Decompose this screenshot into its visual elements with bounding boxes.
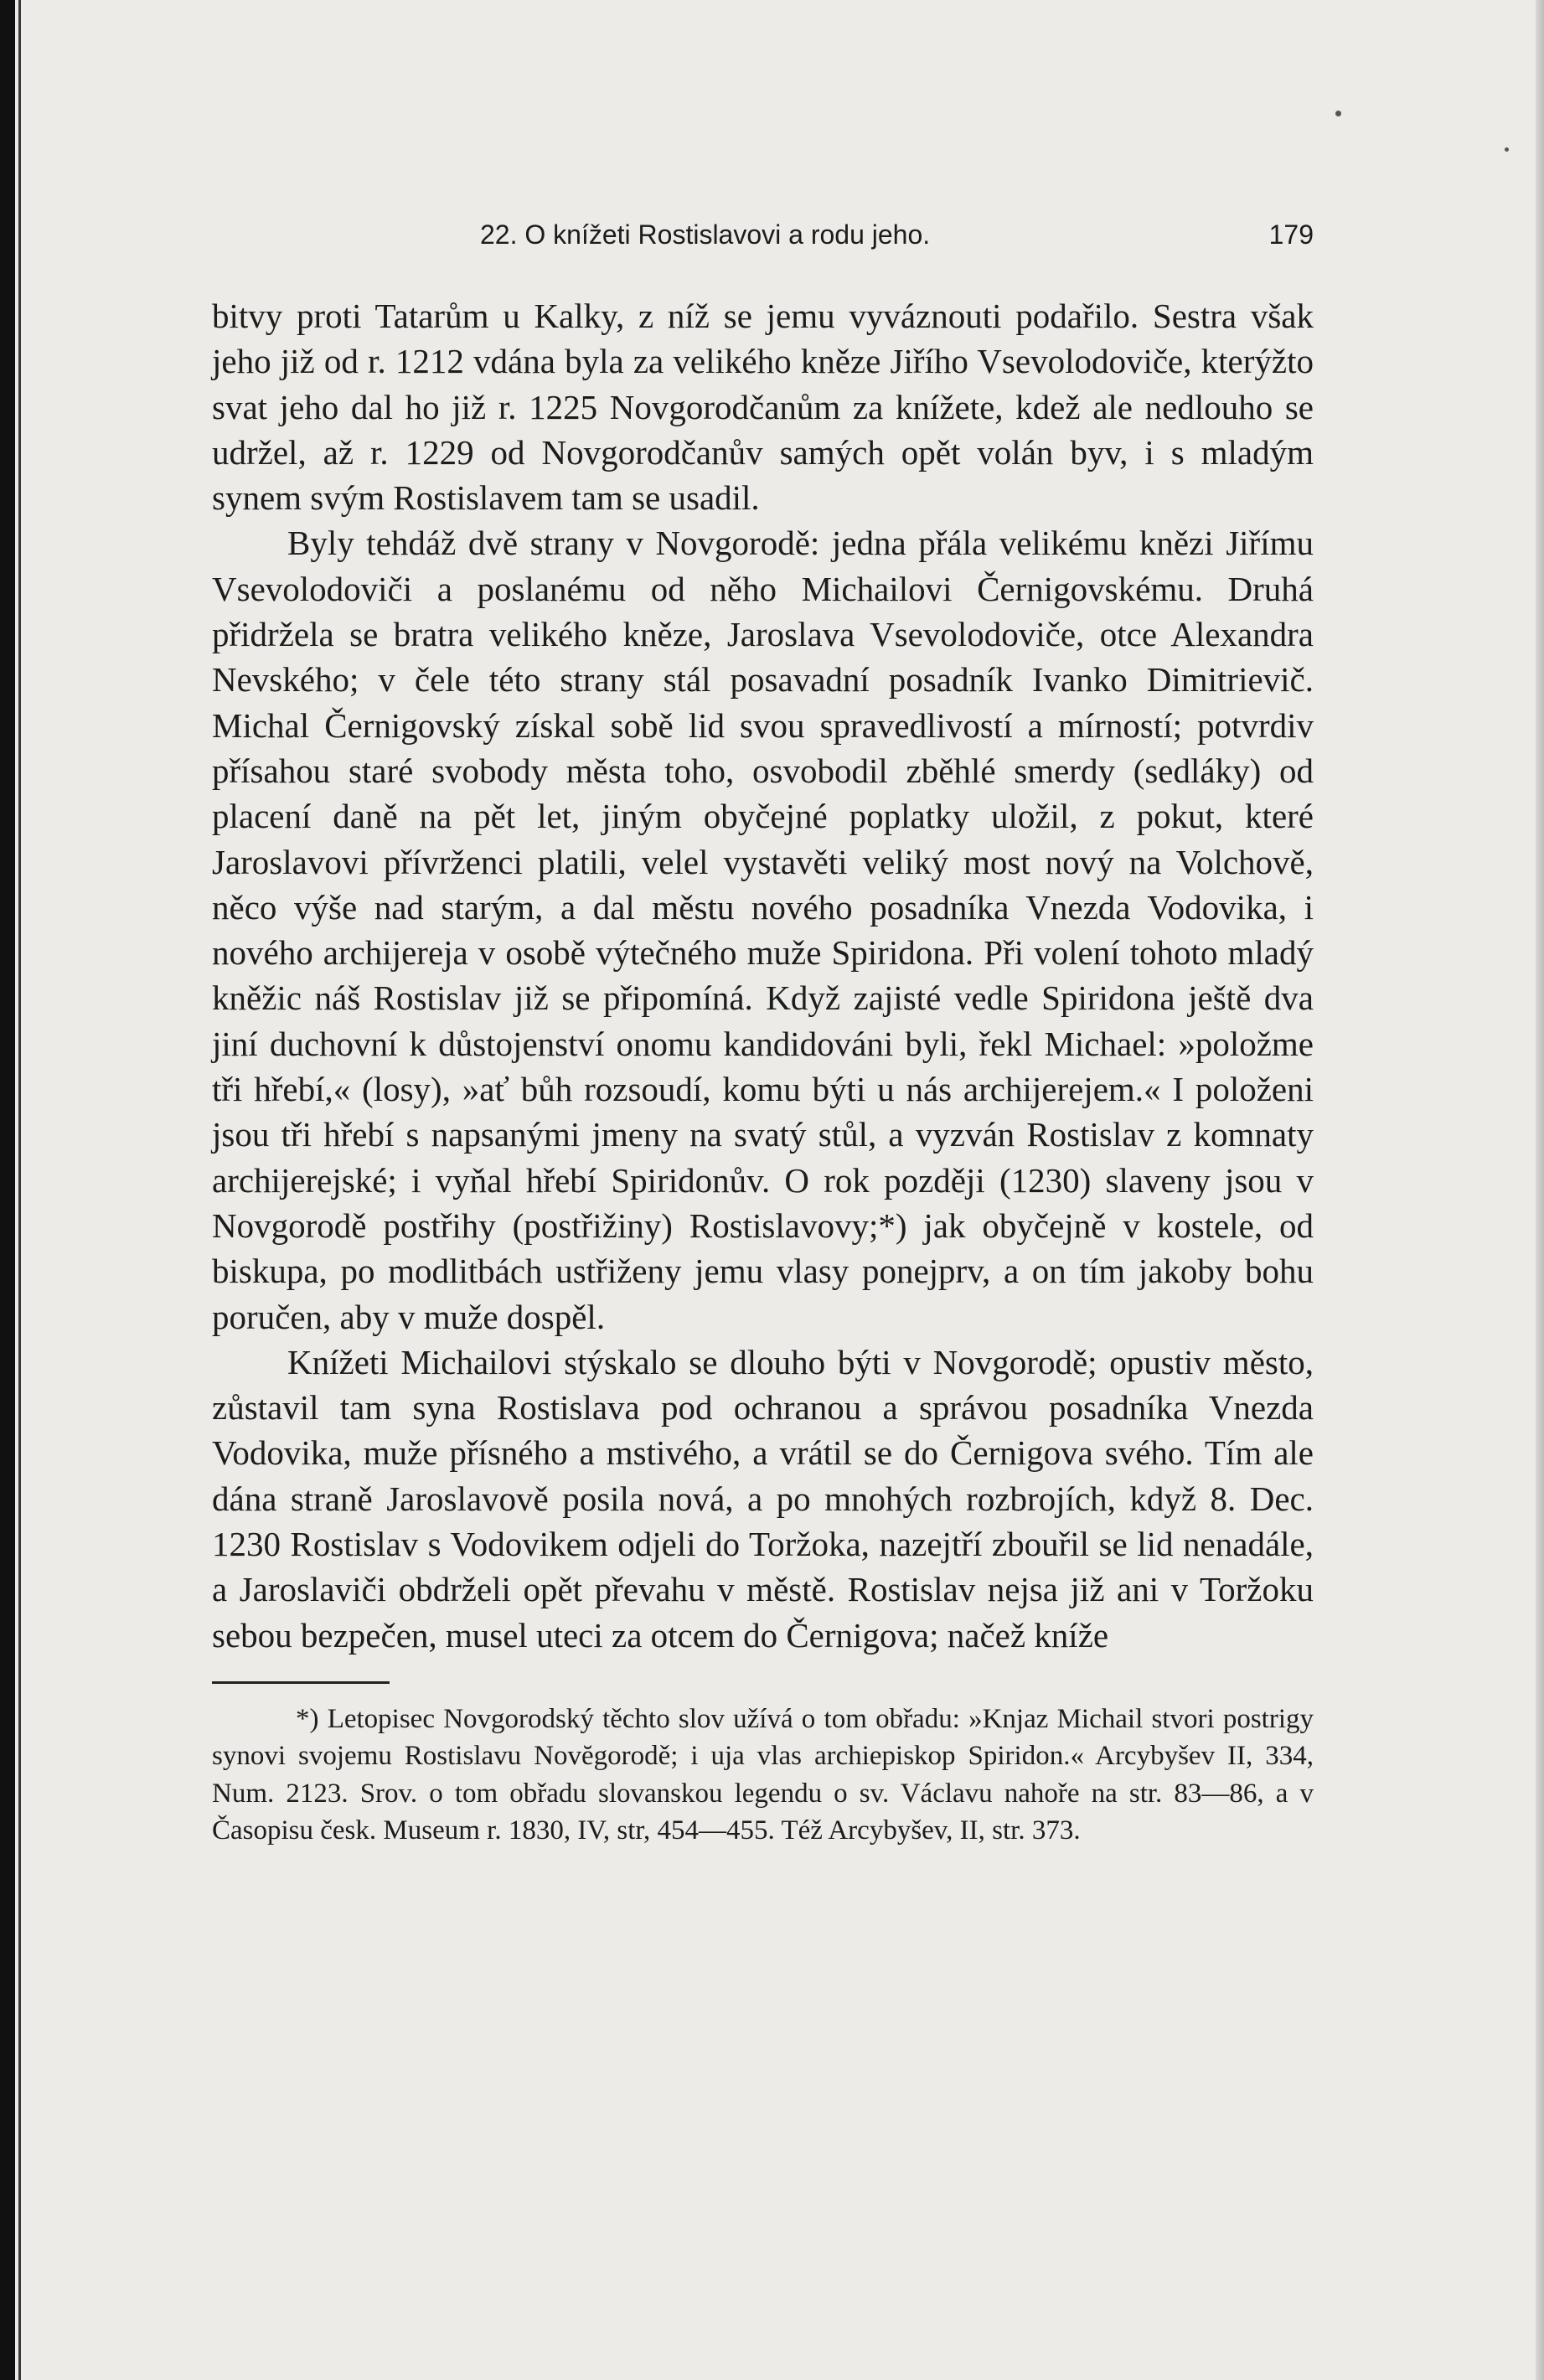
- book-page: [212, 219, 1314, 1877]
- paragraph: Byly tehdáž dvě strany v Novgorodě: jedna přála velikému knězi Jiřímu Vsevolodoviči a poslanému od něho Michailovi Černigovskému. Druhá přidržela se bratra velikého kněze, Jaroslava Vsevolodoviče, otce Alexandra Nevského; v čele této strany stál posavadní posadník Ivanko Dimitrievič. Michal Černigovský získal sobě lid svou spravedlivostí a mírností; potvrdiv přísahou staré svobody města toho, osvobodil zběhlé smerdy (sedláky) od placení daně na pět let, jiným obyčejné poplatky uložil, z pokut, které Jaroslavovi přívrženci platili, velel vystavěti veliký most nový na Volchově, něco výše nad starým, a dal městu nového posadníka Vnezda Vodovika, i nového archijereja v osobě výtečného muže Spiridona. Při volení tohoto mladý kněžic náš Rostislav již se připomíná. Když zajisté vedle Spiridona ještě dva jiní duchovní k důstojenství onomu kandidováni byli, řekl Michael: »položme tři hřebí,« (losy), »ať bůh rozsoudí, komu býti u nás archijerejem.« I položeni jsou tři hřebí s napsanými jmeny na svatý stůl, a vyzván Rostislav z komnaty archijerejské; i vyňal hřebí Spiridonův. O rok později (1230) slaveny jsou v Novgorodě postřihy (postřižiny) Rostislavovy;*) jak obyčejně v kostele, od biskupa, po modlitbách ustřiženy jemu vlasy ponejprv, a on tím jakoby bohu poručen, aby v muže dospěl.: [212, 524, 1314, 1336]
- scan-border-left: [0, 0, 15, 2380]
- page-header: [212, 219, 1314, 261]
- scan-border-line: [18, 0, 21, 2380]
- running-head: 22. O knížeti Rostislavovi a rodu jeho.: [480, 219, 931, 250]
- footnote-rule: [212, 1681, 390, 1684]
- scan-speck: [1505, 147, 1509, 152]
- page-number: 179: [1268, 219, 1314, 250]
- footnote: *) Letopisec Novgorodský těchto slov užívá o tom obřadu: »Knjaz Michail stvori postrigy synovi svojemu Rostislavu Novĕgorodě; i uja vlas archiepiskop Spiridon.« Arcybyšev II, 334, Num. 2123. Srov. o tom obřadu slovanskou legendu o sv. Václavu nahoře na str. 83—86, a v Časopisu česk. Museum r. 1830, IV, str, 454—455. Též Arcybyšev, II, str. 373.: [212, 1703, 1314, 1846]
- paragraph: Knížeti Michailovi stýskalo se dlouho býti v Novgorodě; opustiv město, zůstavil tam syna Rostislava pod ochranou a správou posadníka Vnezda Vodovika, muže přísného a mstivého, a vrátil se do Černigova svého. Tím ale dána straně Jaroslavově posila nová, a po mnohých rozbrojích, když 8. Dec. 1230 Rostislav s Vodovikem odjeli do Toržoka, nazejtří zbouřil se lid nenadále, a Jaroslaviči obdrželi opět převahu v městě. Rostislav nejsa již ani v Toržoku sebou bezpečen, musel uteci za otcem do Černigova; načež kníže: [212, 1342, 1314, 1655]
- paragraph: bitvy proti Tatarům u Kalky, z níž se jemu vyváznouti podařilo. Sestra však jeho již od r. 1212 vdána byla za velikého kněze Jiřího Vsevolodoviče, kterýžto svat jeho dal ho již r. 1225 Novgorodčanům za knížete, kdež ale nedlouho se udržel, až r. 1229 od Novgorodčanův samých opět volán byv, i s mladým synem svým Rostislavem tam se usadil.: [212, 297, 1314, 518]
- scan-speck: [1335, 111, 1341, 116]
- body-text: [212, 293, 1314, 1658]
- scan-border-right: [1536, 0, 1544, 2380]
